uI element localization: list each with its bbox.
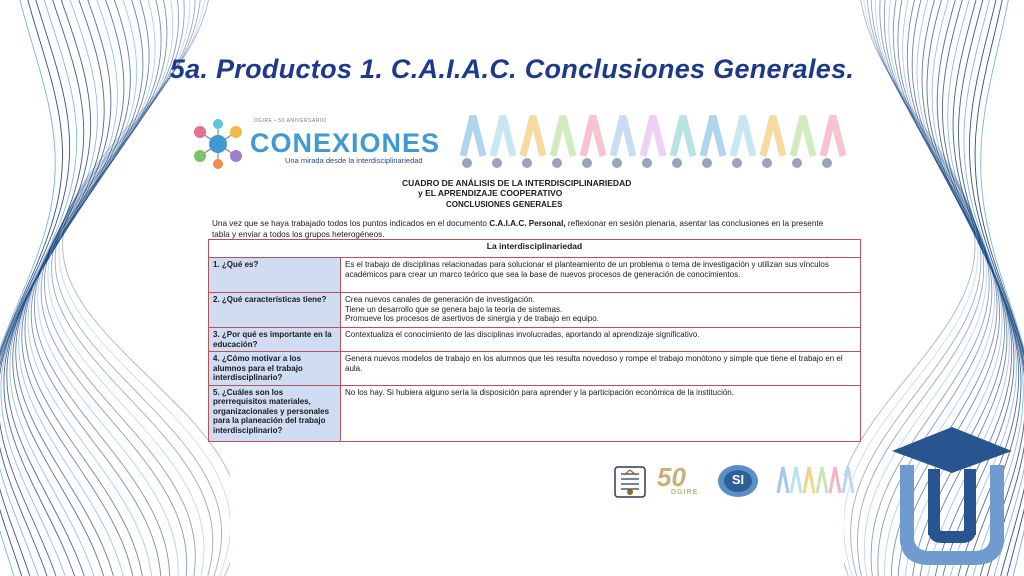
bead-dot (522, 158, 532, 168)
wave-stroke (673, 116, 693, 156)
table-row (209, 293, 861, 328)
wave-stroke (643, 116, 663, 156)
question-cell: 3. ¿Por qué es importante en la educación? (209, 328, 341, 352)
logo-wordmark: CONEXIONES (250, 128, 441, 158)
unam-crest-icon (613, 465, 647, 499)
wave-stroke (553, 116, 573, 156)
wave-line (22, 0, 143, 576)
bead-dot (462, 158, 472, 168)
fifty-number: 50 (657, 462, 686, 492)
question-cell: 1. ¿Qué es? (209, 258, 341, 293)
bead-dot (492, 158, 502, 168)
answer-cell: No los hay. Si hubiera alguno sería la disposición para aprender y la participación económica de la institución. (341, 385, 861, 442)
bead-dot (582, 158, 592, 168)
wave-stroke (523, 116, 543, 156)
university-logo-icon (890, 425, 1014, 570)
wave-line (0, 0, 84, 576)
analysis-table (208, 239, 861, 442)
bead-dot (702, 158, 712, 168)
document-heading (402, 178, 662, 198)
wave-stroke (703, 116, 723, 156)
intro-text-a: Una vez que se haya trabajado todos los puntos indicados en el documento (212, 219, 490, 228)
bead-dot (762, 158, 772, 168)
wave-stroke (583, 116, 603, 156)
conexiones-logo (188, 118, 441, 170)
question-cell: 4. ¿Cómo motivar a los alumnos para el trabajo interdisciplinario? (209, 352, 341, 386)
bead-dot (672, 158, 682, 168)
wave-line (10, 0, 118, 576)
answer-cell: Crea nuevos canales de generación de investigación. Tiene un desarrollo que se genera bajo la teoría de sistemas. Promueve los procesos de asertivos de sinergia y de trabajo en equipo. (341, 293, 861, 328)
mini-wave-stroke (830, 467, 840, 493)
decorative-wave-left (0, 0, 230, 576)
wave-line (35, 0, 170, 576)
answer-cell: Contextualiza el conocimiento de las disciplinas involucradas, aportando al aprendizaje significativo. (341, 328, 861, 352)
slide-title: 5a. Productos 1. C.A.I.A.C. Conclusiones Generales. (169, 54, 855, 84)
bead-dot (642, 158, 652, 168)
wave-stroke (733, 116, 753, 156)
wave-stroke (493, 116, 513, 156)
question-cell: 5. ¿Cuáles son los prerrequisitos materiales, organizacionales y personales para la planeación del trabajo interdisciplinario? (209, 385, 341, 442)
table-row (209, 328, 861, 352)
bead-dot (552, 158, 562, 168)
document-subheading: CONCLUSIONES GENERALES (446, 200, 563, 209)
color-wave-banner (455, 112, 855, 172)
mini-wave-stroke (791, 467, 801, 493)
bead-dot (612, 158, 622, 168)
wave-line (59, 0, 230, 576)
wave-stroke (463, 116, 483, 156)
table-row (209, 258, 861, 293)
answer-cell: Genera nuevos modelos de trabajo en los alumnos que les resulta novedoso y rompe el trabajo monótono y simple que tiene el trabajo en el aula. (341, 352, 861, 386)
answer-cell: Es el trabajo de disciplinas relacionadas para solucionar el planteamiento de un problema o tema de investigación y utilizan sus vínculos académicos para crear un marco teórico que sea la base de nuevos procesos de generación de conocimientos. (341, 258, 861, 293)
question-cell: 2. ¿Qué características tiene? (209, 293, 341, 328)
wave-line (55, 0, 221, 576)
table-row (209, 385, 861, 442)
wave-stroke (823, 116, 843, 156)
wave-line (48, 0, 204, 576)
wave-line (31, 0, 161, 576)
heading-line-1: CUADRO DE ANÁLISIS DE LA INTERDISCIPLINARIEDAD (402, 178, 632, 188)
bead-dot (732, 158, 742, 168)
document-intro (212, 218, 842, 240)
wave-line (45, 0, 196, 576)
bead-dot (792, 158, 802, 168)
dgire-text: DGIRE (671, 489, 699, 496)
bead-dot (822, 158, 832, 168)
mini-wave-stroke (817, 467, 827, 493)
molecule-icon (188, 118, 248, 170)
si-text: SI (731, 472, 745, 487)
logo-tagline: Una mirada desde la interdisciplinariedad (285, 156, 423, 165)
heading-line-2: y EL APRENDIZAJE COOPERATIVO (418, 188, 563, 198)
si-logo (716, 463, 760, 499)
wave-stroke (613, 116, 633, 156)
intro-text-bold: C.A.I.A.C. Personal, (489, 219, 566, 228)
wave-stroke (763, 116, 783, 156)
table-row (209, 352, 861, 386)
mini-wave-stroke (804, 467, 814, 493)
mini-wave-stroke (843, 467, 853, 493)
table-header: La interdisciplinariedad (209, 240, 861, 258)
mini-wave-stroke (778, 467, 788, 493)
wave-stroke (793, 116, 813, 156)
mini-wave-logo (772, 463, 856, 497)
dgire-50-logo (657, 462, 709, 498)
wave-line (0, 0, 91, 576)
intro-text-b: reflexionar en sesión plenaria, asentar las conclusiones en la presente tabla y enviar a todos los grupos heterogéneos. (212, 219, 824, 239)
logo-supertext: DGIRE • 50 ANIVERSARIO (254, 118, 327, 124)
